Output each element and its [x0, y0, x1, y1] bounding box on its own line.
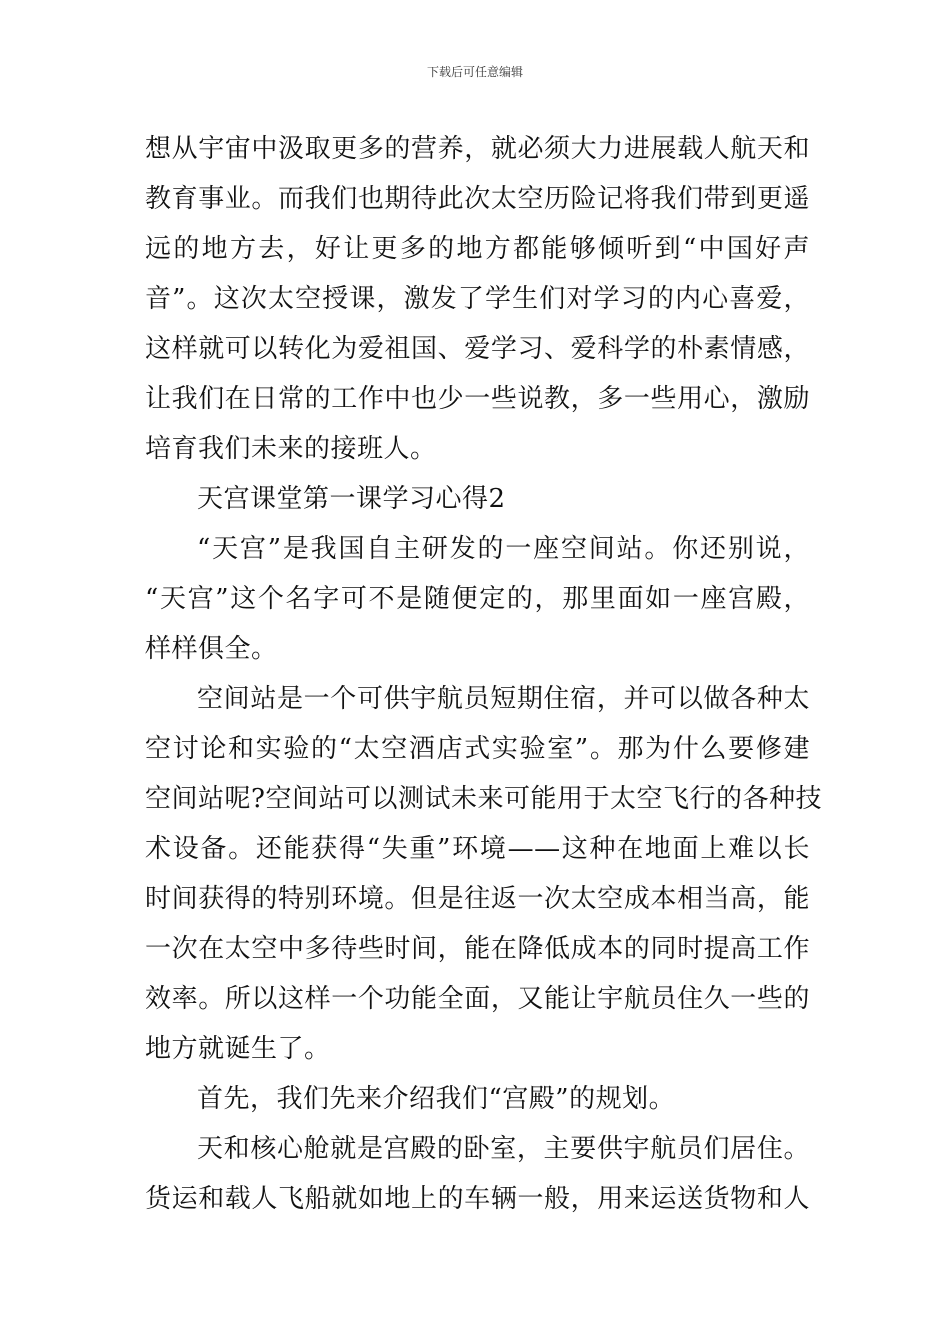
paragraph	[145, 124, 810, 474]
text-line: 效率。所以这样一个功能全面，又能让宇航员住久一些的	[145, 984, 810, 1014]
text-line: 货运和载人飞船就如地上的车辆一般，用来运送货物和人	[145, 1184, 810, 1214]
paragraph	[145, 1124, 810, 1224]
text-line: “天宫”是我国自主研发的一座空间站。你还别说，	[197, 534, 810, 564]
paragraph	[145, 1074, 810, 1124]
text-line: 空间站是一个可供宇航员短期住宿，并可以做各种太	[197, 684, 810, 714]
text-line: 音”。这次太空授课，激发了学生们对学习的内心喜爱，	[145, 284, 810, 314]
heading-text: 天宫课堂第一课学习心得2	[197, 484, 506, 514]
section-heading	[145, 474, 810, 524]
text-line: 空间站呢?空间站可以测试未来可能用于太空飞行的各种技	[145, 784, 822, 814]
text-line: 远的地方去，好让更多的地方都能够倾听到“中国好声	[145, 234, 810, 264]
text-line: “天宫”这个名字可不是随便定的，那里面如一座宫殿，	[145, 584, 810, 614]
text-line: 时间获得的特别环境。但是往返一次太空成本相当高，能	[145, 884, 810, 914]
text-line: 让我们在日常的工作中也少一些说教，多一些用心，激励	[145, 384, 810, 414]
text-line: 一次在太空中多待些时间，能在降低成本的同时提高工作	[145, 934, 810, 964]
text-line: 教育事业。而我们也期待此次太空历险记将我们带到更遥	[145, 184, 810, 214]
document-body	[145, 124, 822, 1224]
paragraph	[145, 524, 810, 674]
page-header: 下载后可任意编辑	[426, 65, 523, 79]
text-line: 首先，我们先来介绍我们“宫殿”的规划。	[197, 1084, 676, 1114]
text-line: 样样俱全。	[145, 634, 278, 664]
text-line: 想从宇宙中汲取更多的营养，就必须大力进展载人航天和	[145, 134, 810, 164]
paragraph	[145, 674, 822, 1074]
text-line: 这样就可以转化为爱祖国、爱学习、爱科学的朴素情感，	[145, 334, 810, 364]
text-line: 天和核心舱就是宫殿的卧室，主要供宇航员们居住。	[197, 1134, 810, 1164]
text-line: 空讨论和实验的“太空酒店式实验室”。那为什么要修建	[145, 734, 810, 764]
text-line: 地方就诞生了。	[145, 1034, 331, 1064]
text-line: 培育我们未来的接班人。	[145, 434, 437, 464]
text-line: 术设备。还能获得“失重”环境——这种在地面上难以长	[145, 834, 810, 864]
